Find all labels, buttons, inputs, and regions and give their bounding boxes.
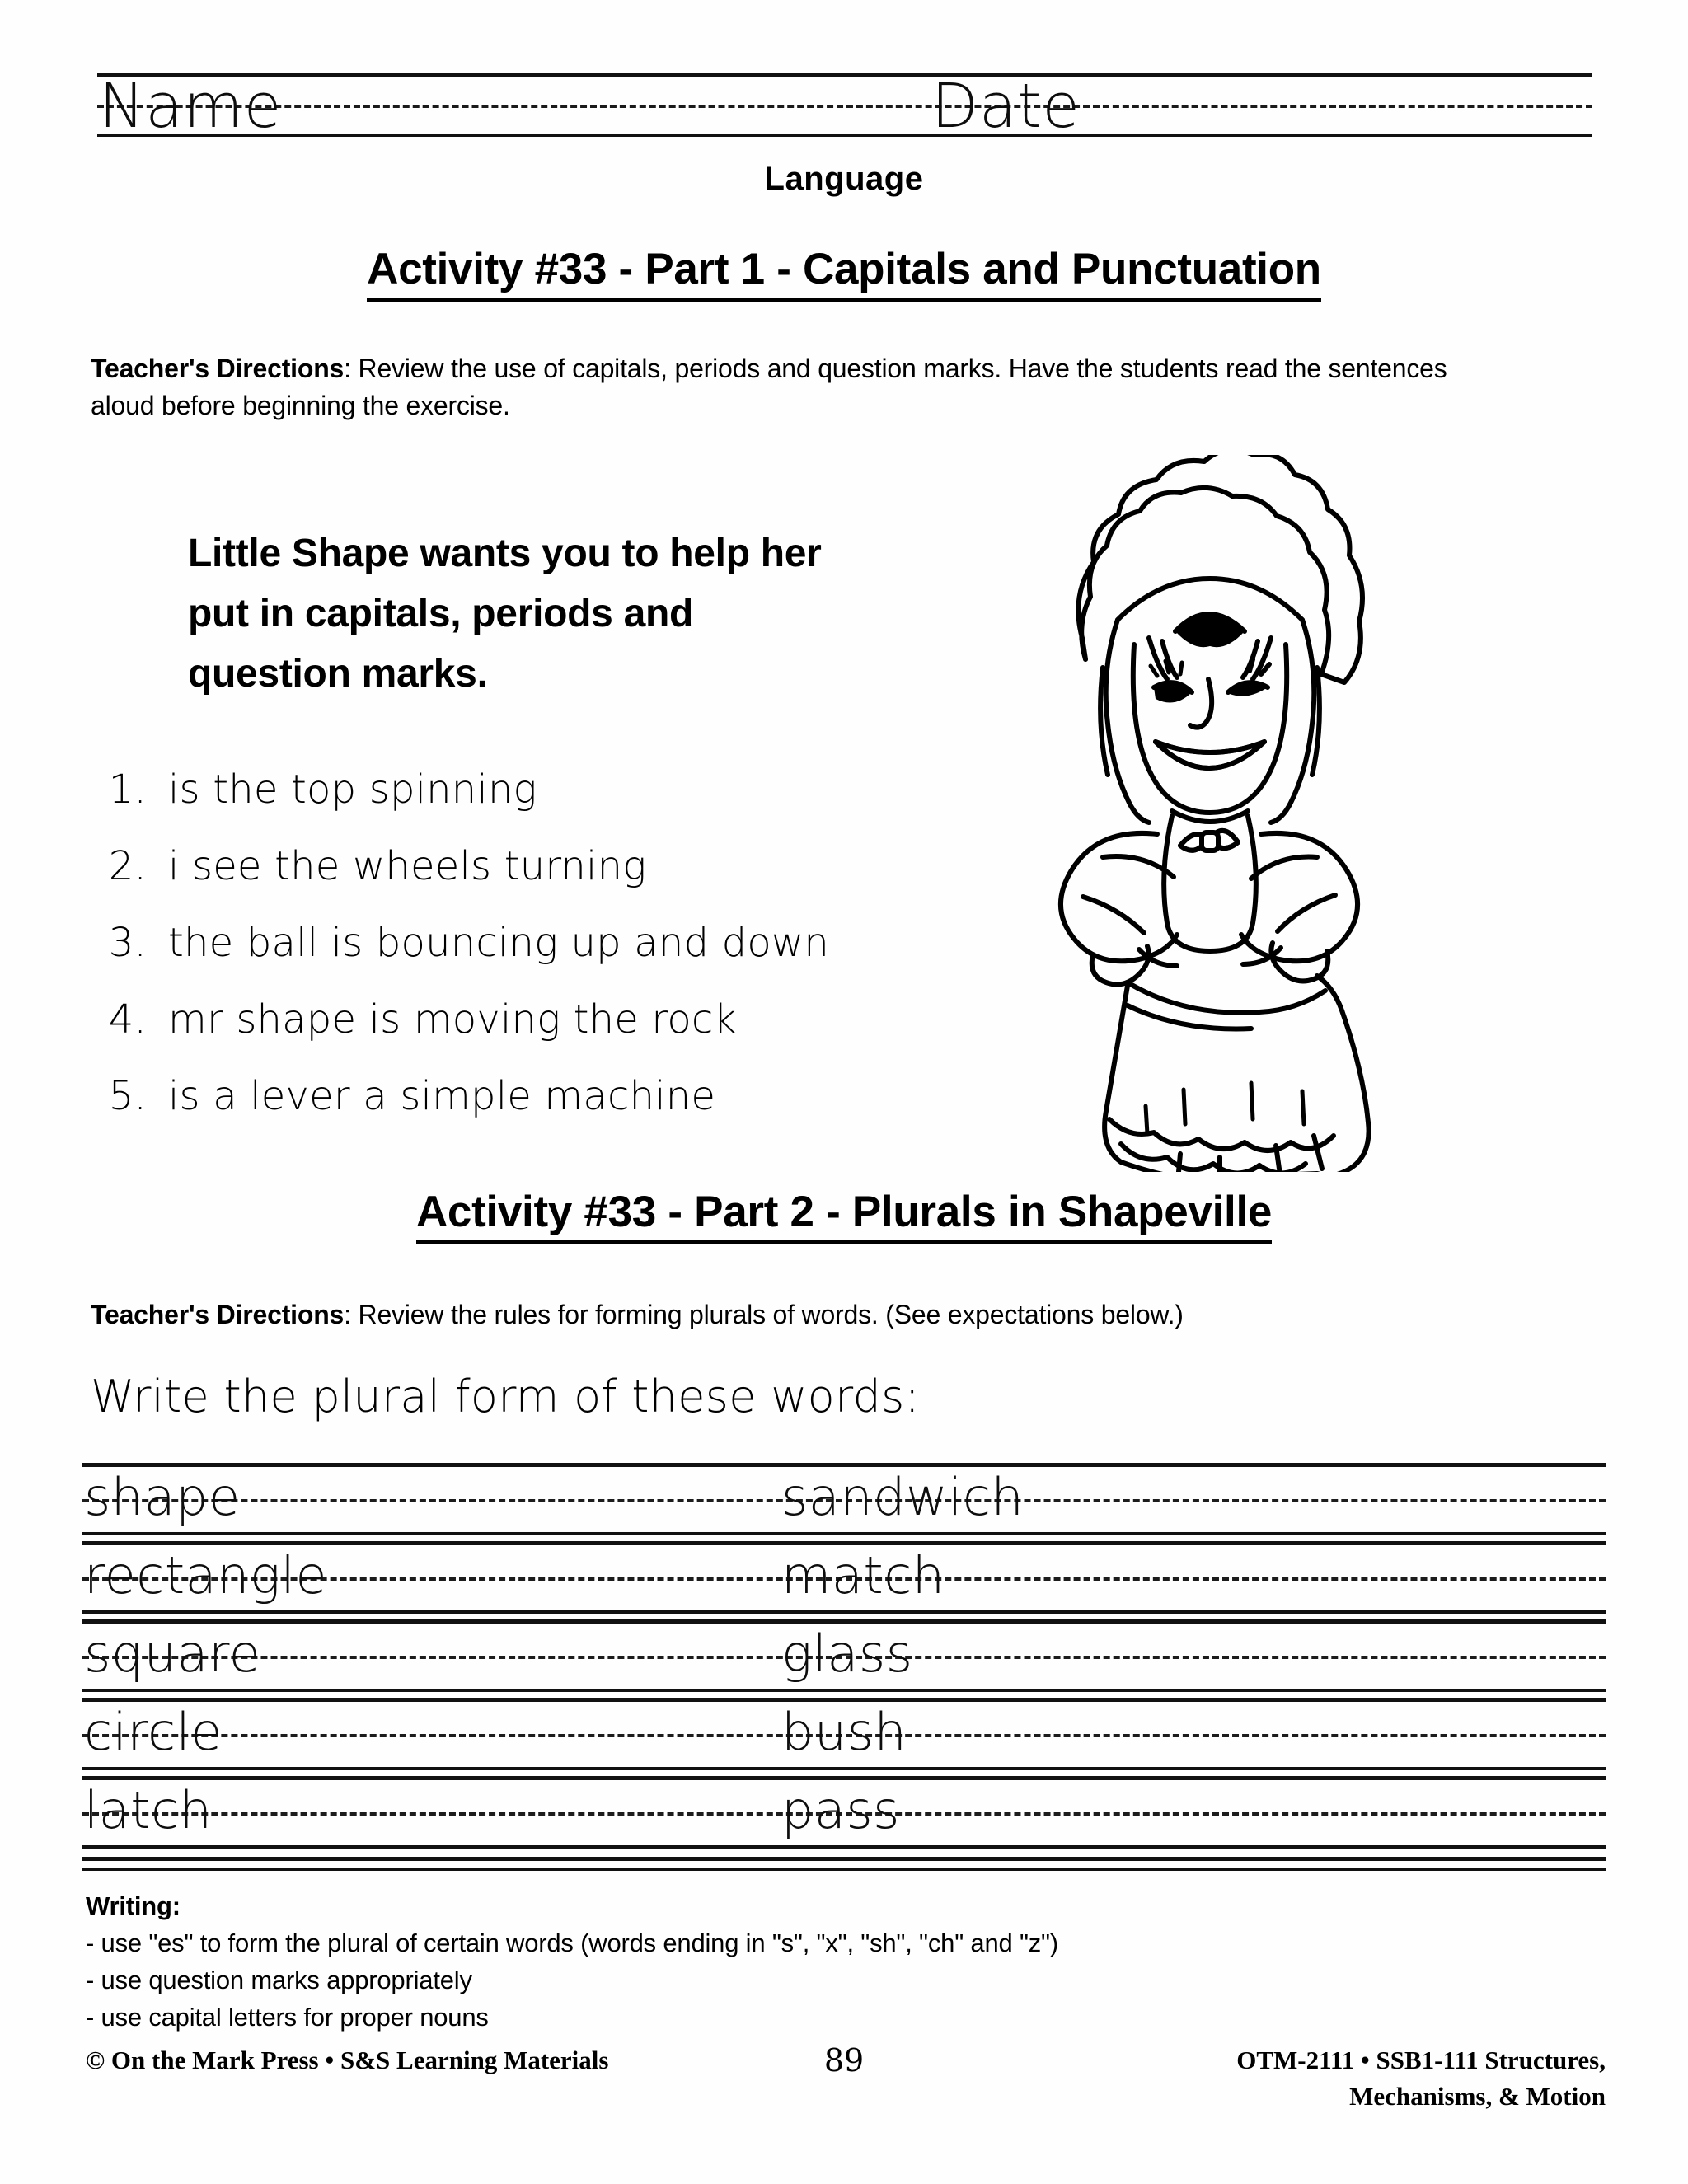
page-footer	[0, 2042, 1688, 2141]
sentence-text[interactable]: mr shape is moving the rock	[168, 996, 737, 1043]
writing-item: - use "es" to form the plural of certain words (words ending in "s", "x", "sh", "ch" and "z")	[86, 1929, 1058, 1957]
part1-title-text: Activity #33 - Part 1 - Capitals and Punctuation	[367, 245, 1321, 302]
table-row	[82, 1619, 1606, 1692]
grid-rule-inner	[82, 1868, 1606, 1871]
sentence-list	[97, 766, 987, 1150]
sentence-number: 3.	[108, 920, 147, 966]
sentence-number: 1.	[108, 766, 147, 813]
product-code-line2: Mechanisms, & Motion	[1349, 2082, 1606, 2111]
header-rule-bottom	[97, 134, 1592, 137]
word-left[interactable]: circle	[84, 1702, 223, 1762]
subject-heading: Language	[764, 161, 924, 197]
sentence-number: 5.	[108, 1073, 147, 1119]
list-item	[97, 843, 987, 920]
part1-title	[0, 244, 1688, 294]
list-item	[97, 920, 987, 996]
header-rule-top	[97, 73, 1592, 77]
sentence-number: 4.	[108, 996, 147, 1043]
page-number: 89	[823, 2042, 865, 2079]
part1-teacher-directions	[91, 350, 1508, 424]
little-shape-callout: Little Shape wants you to help her put in capitals, periods and question marks.	[188, 532, 822, 696]
product-code	[1236, 2042, 1606, 2115]
writing-item: - use capital letters for proper nouns	[86, 2003, 489, 2032]
table-row	[82, 1776, 1606, 1849]
word-right[interactable]: glass	[781, 1624, 913, 1684]
table-row	[82, 1463, 1606, 1535]
name-date-header	[97, 71, 1592, 142]
word-left[interactable]: rectangle	[84, 1545, 328, 1605]
writing-title: Writing:	[86, 1891, 181, 1920]
word-right[interactable]: sandwich	[781, 1467, 1025, 1527]
word-left[interactable]: shape	[84, 1467, 241, 1527]
sentence-text[interactable]: i see the wheels turning	[168, 843, 647, 889]
name-label: Name	[99, 71, 283, 142]
little-shape-girl-illustration	[1004, 455, 1416, 1172]
part2-directions-label: Teacher's Directions	[91, 1300, 345, 1329]
part2-title	[0, 1187, 1688, 1237]
date-label: Date	[931, 71, 1081, 142]
header-rule-mid-dashed	[97, 105, 1592, 108]
table-row	[82, 1541, 1606, 1614]
list-item	[97, 1073, 987, 1150]
part2-title-text: Activity #33 - Part 2 - Plurals in Shapeville	[416, 1188, 1272, 1244]
writing-item: - use question marks appropriately	[86, 1966, 472, 1994]
plural-prompt: Write the plural form of these words:	[91, 1371, 921, 1422]
word-left[interactable]: latch	[84, 1780, 213, 1840]
list-item	[97, 766, 987, 843]
sentence-text[interactable]: is a lever a simple machine	[168, 1073, 716, 1119]
word-grid-bottom-rules	[82, 1857, 1606, 1871]
writing-expectations	[86, 1887, 1322, 2036]
word-right[interactable]: bush	[781, 1702, 907, 1762]
grid-rule-outer	[82, 1857, 1606, 1861]
word-right[interactable]: pass	[781, 1780, 900, 1840]
plural-word-grid	[82, 1463, 1606, 1854]
word-right[interactable]: match	[781, 1545, 945, 1605]
part2-directions-text: : Review the rules for forming plurals of words. (See expectations below.)	[344, 1300, 1184, 1329]
sentence-number: 2.	[108, 843, 147, 889]
copyright-text: © On the Mark Press • S&S Learning Materials	[86, 2046, 609, 2074]
part1-directions-label: Teacher's Directions	[91, 354, 345, 383]
sentence-text[interactable]: the ball is bouncing up and down	[168, 920, 829, 966]
list-item	[97, 996, 987, 1073]
table-row	[82, 1698, 1606, 1770]
word-left[interactable]: square	[84, 1624, 261, 1684]
sentence-text[interactable]: is the top spinning	[168, 766, 537, 813]
part1-directions-text: : Review the use of capitals, periods and question marks. Have the students read the sentences aloud before beginning the exercise.	[91, 354, 1447, 420]
product-code-line1: OTM-2111 • SSB1-111 Structures,	[1236, 2046, 1606, 2074]
part2-teacher-directions	[91, 1296, 1508, 1333]
